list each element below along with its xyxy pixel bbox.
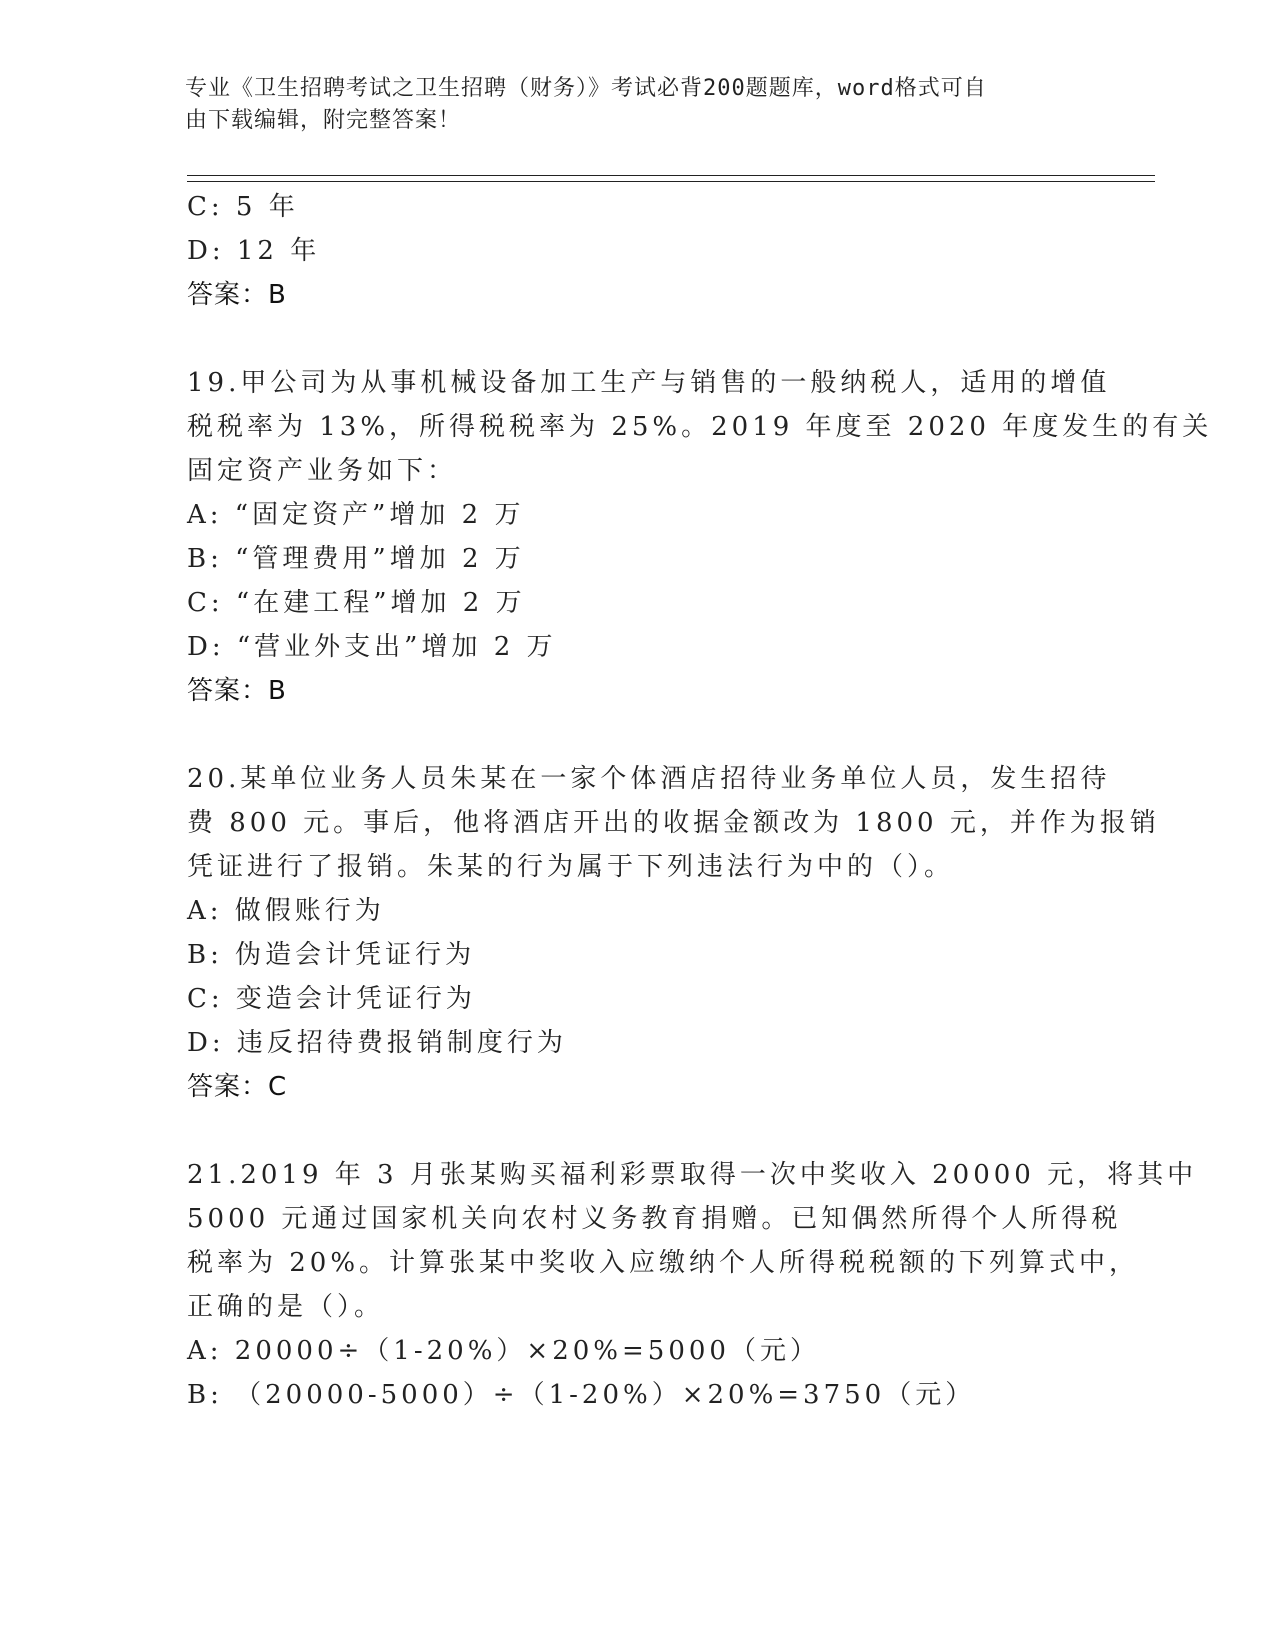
q18-answer: 答案：B [187, 280, 287, 310]
q19-stem-line-1: 19.甲公司为从事机械设备加工生产与销售的一般纳税人，适用的增值 [187, 368, 1111, 398]
document-header [185, 73, 1085, 137]
q21-option-b: B: （20000-5000）÷（1-20%）×20%=3750（元） [187, 1380, 976, 1410]
q20-stem-line-3: 凭证进行了报销。朱某的行为属于下列违法行为中的（）。 [187, 852, 955, 882]
q21-stem-line-4: 正确的是（）。 [187, 1292, 385, 1322]
header-divider-bottom [187, 181, 1155, 182]
q19-answer: 答案：B [187, 676, 287, 706]
header-line-1: 专业《卫生招聘考试之卫生招聘（财务）》考试必背200题题库，word格式可自 [185, 76, 987, 101]
q19-option-a: A: “固定资产”增加 2 万 [187, 500, 525, 530]
q19-stem-line-2: 税税率为 13%，所得税税率为 25%。2019 年度至 2020 年度发生的有关 [187, 412, 1213, 442]
q19-option-c: C: “在建工程”增加 2 万 [187, 588, 526, 618]
q19-option-b: B: “管理费用”增加 2 万 [187, 544, 525, 574]
header-divider-top [187, 175, 1155, 176]
q20-answer: 答案：C [187, 1072, 288, 1102]
q20-option-a: A: 做假账行为 [187, 896, 385, 926]
q20-option-c: C: 变造会计凭证行为 [187, 984, 476, 1014]
q18-option-d: D: 12 年 [187, 236, 321, 266]
q20-option-b: B: 伪造会计凭证行为 [187, 940, 476, 970]
q19-stem-line-3: 固定资产业务如下： [187, 456, 458, 486]
q21-stem-line-1: 21.2019 年 3 月张某购买福利彩票取得一次中奖收入 20000 元，将其中 [187, 1160, 1198, 1190]
q18-option-c: C: 5 年 [187, 192, 299, 222]
q21-stem-line-3: 税率为 20%。计算张某中奖收入应缴纳个人所得税税额的下列算式中， [187, 1248, 1140, 1278]
header-line-2: 由下载编辑，附完整答案！ [185, 108, 462, 133]
q20-stem-line-1: 20.某单位业务人员朱某在一家个体酒店招待业务单位人员，发生招待 [187, 764, 1111, 794]
q21-stem-line-2: 5000 元通过国家机关向农村义务教育捐赠。已知偶然所得个人所得税 [187, 1204, 1122, 1234]
q20-stem-line-2: 费 800 元。事后，他将酒店开出的收据金额改为 1800 元，并作为报销 [187, 808, 1160, 838]
q20-option-d: D: 违反招待费报销制度行为 [187, 1028, 567, 1058]
q21-option-a: A: 20000÷（1-20%）×20%=5000（元） [187, 1336, 820, 1366]
q19-option-d: D: “营业外支出”增加 2 万 [187, 632, 557, 662]
